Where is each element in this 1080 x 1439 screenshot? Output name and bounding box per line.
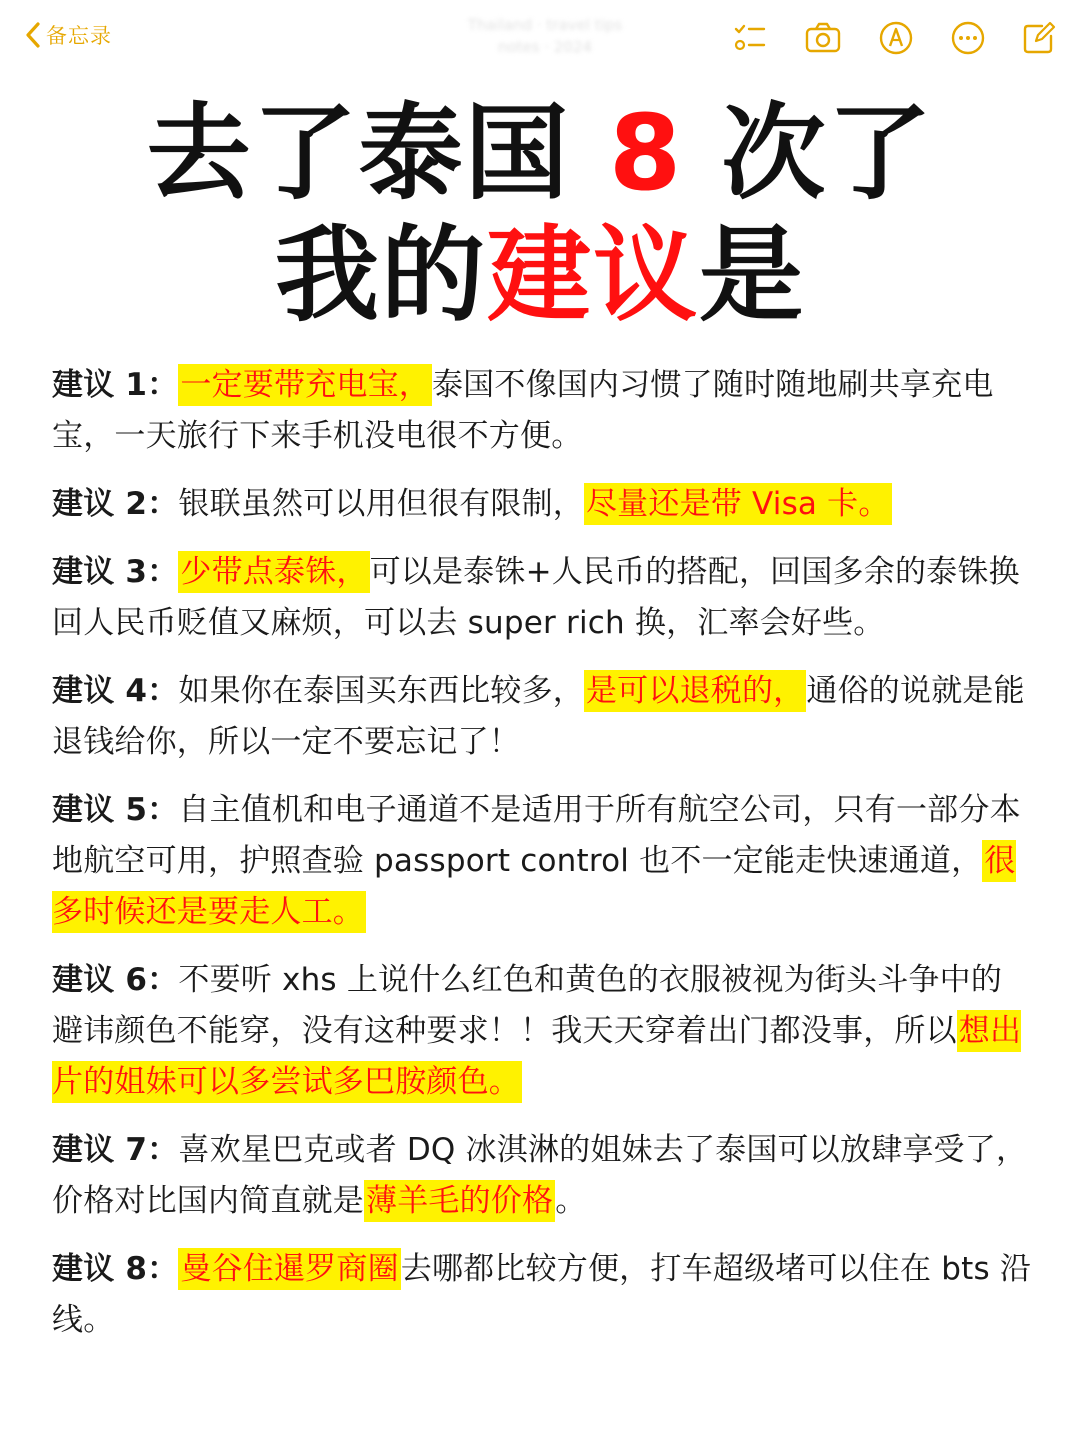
tip-highlight: 一定要带充电宝， bbox=[178, 364, 432, 406]
tip-highlight: 很多时候还是要走人工。 bbox=[52, 840, 1016, 933]
title-line1-text-a: 去了泰国 bbox=[146, 92, 609, 214]
tip-text: 喜欢星巴克或者 DQ 冰淇淋的姐妹去了泰国可以放肆享受了，价格对比国内简直就是 bbox=[52, 1132, 1028, 1219]
note-title bbox=[0, 92, 1080, 336]
tip-highlight: 尽量还是带 Visa 卡。 bbox=[584, 483, 892, 525]
tip-highlight: 曼谷住暹罗商圈 bbox=[178, 1248, 400, 1290]
title-line2-text-b: 是 bbox=[699, 214, 806, 336]
tip-text: 。 bbox=[555, 1183, 587, 1219]
compose-icon[interactable] bbox=[1022, 21, 1056, 55]
tip-highlight: 是可以退税的， bbox=[584, 670, 806, 712]
tip-3 bbox=[52, 547, 1032, 649]
tip-2 bbox=[52, 479, 1032, 530]
tip-label: 建议 4： bbox=[52, 673, 179, 709]
tip-text: 通俗的说就是能退钱给你，所以一定不要忘记了！ bbox=[52, 673, 1025, 760]
tip-4 bbox=[52, 666, 1032, 768]
blurred-header-text bbox=[420, 14, 670, 58]
blurred-line-2: notes · 2024 bbox=[497, 38, 593, 56]
note-body[interactable] bbox=[52, 360, 1032, 1363]
toolbar bbox=[732, 20, 1056, 56]
top-navigation-bar bbox=[0, 0, 1080, 78]
back-button[interactable] bbox=[24, 20, 112, 50]
tip-text: 如果你在泰国买东西比较多， bbox=[178, 673, 584, 709]
blurred-line-1: Thailand · travel tips bbox=[467, 16, 623, 34]
camera-icon[interactable] bbox=[804, 21, 842, 55]
title-line1-text-b: 次了 bbox=[683, 92, 934, 214]
tip-8 bbox=[52, 1244, 1032, 1346]
title-line2-text-a: 我的 bbox=[274, 214, 487, 336]
tip-label: 建议 3： bbox=[52, 554, 179, 590]
tip-text: 泰国不像国内习惯了随时随地刷共享充电宝，一天旅行下来手机没电很不方便。 bbox=[52, 367, 994, 454]
title-highlight-word: 建议 bbox=[486, 214, 699, 336]
chevron-left-icon bbox=[24, 21, 42, 49]
tip-text: 去哪都比较方便，打车超级堵可以住在 bts 沿线。 bbox=[52, 1251, 1032, 1338]
title-line-1 bbox=[0, 92, 1080, 214]
tip-label: 建议 5： bbox=[52, 792, 179, 828]
tip-6 bbox=[52, 955, 1032, 1108]
tip-text: 自主值机和电子通道不是适用于所有航空公司，只有一部分本地航空可用，护照查验 passport control 也不一定能走快速通道， bbox=[52, 792, 1021, 879]
tip-label: 建议 6： bbox=[52, 962, 179, 998]
tip-highlight: 想出片的姐妹可以多尝试多巴胺颜色。 bbox=[52, 1010, 1021, 1103]
tip-highlight: 薄羊毛的价格 bbox=[364, 1180, 555, 1222]
tip-text: 不要听 xhs 上说什么红色和黄色的衣服被视为街头斗争中的避讳颜色不能穿，没有这种要求！！我天天穿着出门都没事，所以 bbox=[52, 962, 1003, 1049]
tip-label: 建议 7： bbox=[52, 1132, 179, 1168]
title-line-2 bbox=[0, 214, 1080, 336]
tip-5 bbox=[52, 785, 1032, 938]
tip-text: 银联虽然可以用但很有限制， bbox=[178, 486, 584, 522]
tip-7 bbox=[52, 1125, 1032, 1227]
back-label: 备忘录 bbox=[46, 24, 112, 48]
markup-pen-icon[interactable] bbox=[878, 20, 914, 56]
tip-label: 建议 2： bbox=[52, 486, 179, 522]
tip-label: 建议 1： bbox=[52, 367, 179, 403]
tip-1 bbox=[52, 360, 1032, 462]
tip-highlight: 少带点泰铢， bbox=[178, 551, 369, 593]
tip-label: 建议 8： bbox=[52, 1251, 179, 1287]
title-number: 8 bbox=[608, 92, 684, 214]
more-icon[interactable] bbox=[950, 20, 986, 56]
tip-text: 可以是泰铢+人民币的搭配，回国多余的泰铢换回人民币贬值又麻烦，可以去 super rich 换，汇率会好些。 bbox=[52, 554, 1020, 641]
checklist-icon[interactable] bbox=[732, 20, 768, 56]
